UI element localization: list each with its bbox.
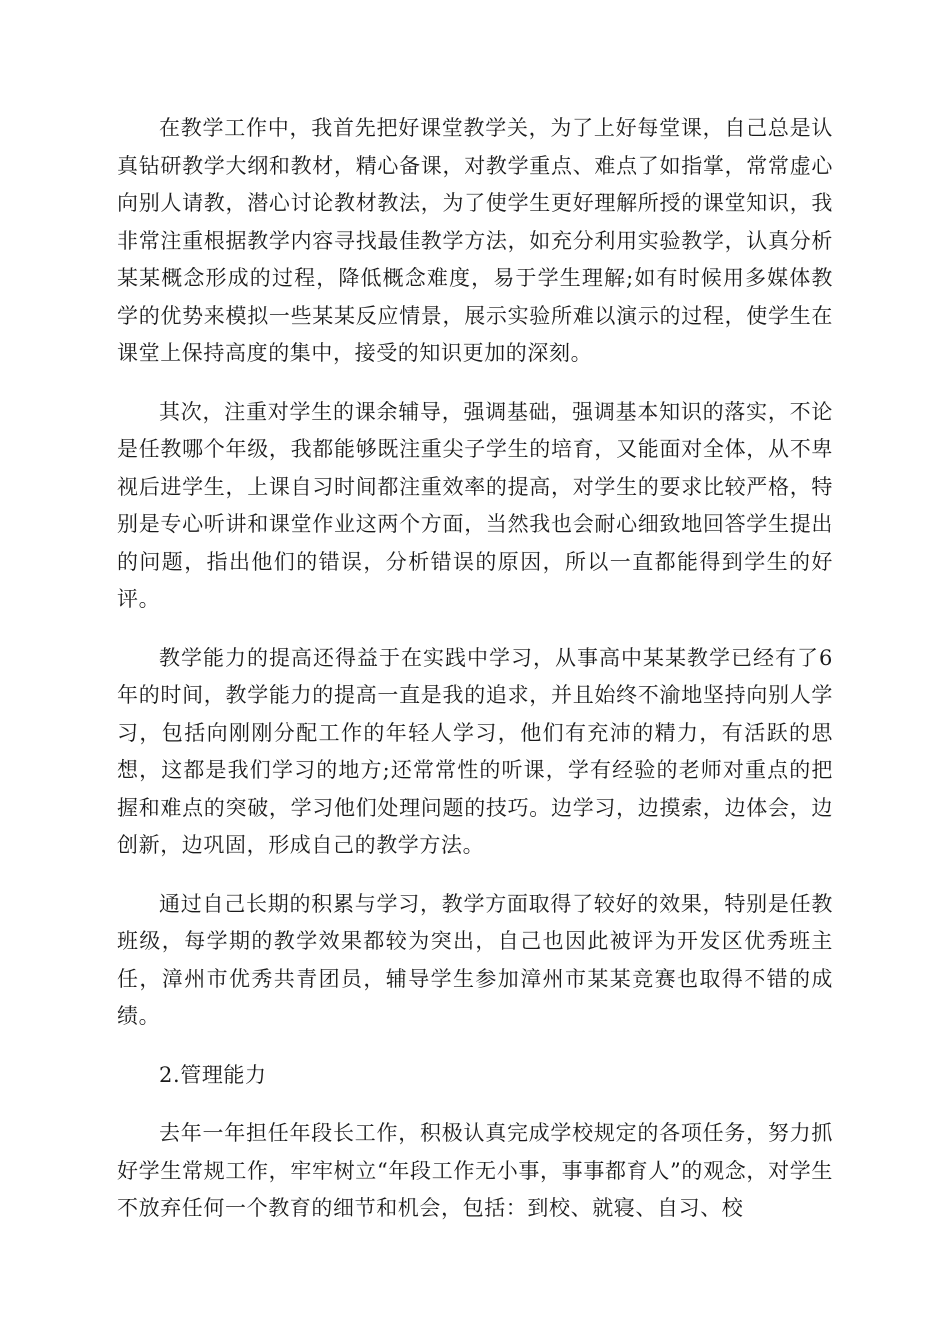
paragraph-achievements: 通过自己长期的积累与学习，教学方面取得了较好的效果，特别是任教班级，每学期的教学效果都较为突出，自己也因此被评为开发区优秀班主任，漳州市优秀共青团员，辅导学生参加漳州市某某竞赛也取得不错的成绩。 xyxy=(117,891,833,1028)
section-heading-management: 2.管理能力 xyxy=(159,1062,267,1087)
paragraph-grade-leader-work: 去年一年担任年段长工作，积极认真完成学校规定的各项任务，努力抓好学生常规工作，牢牢树立“年段工作无小事，事事都育人”的观念，对学生不放弃任何一个教育的细节和机会，包括：到校、就寝、自习、校 xyxy=(117,1121,833,1220)
paragraph-learning-in-practice: 教学能力的提高还得益于在实践中学习，从事高中某某教学已经有了6年的时间，教学能力的提高一直是我的追求，并且始终不渝地坚持向别人学习，包括向刚刚分配工作的年轻人学习，他们有充沛的精力，有活跃的思想，这都是我们学习的地方;还常常性的听课，学有经验的老师对重点的把握和难点的突破，学习他们处理问题的技巧。边学习，边摸索，边体会，边创新，边巩固，形成自己的教学方法。 xyxy=(117,645,833,857)
paragraph-classroom-teaching: 在教学工作中，我首先把好课堂教学关，为了上好每堂课，自己总是认真钻研教学大纲和教材，精心备课，对教学重点、难点了如指掌，常常虚心向别人请教，潜心讨论教材教法，为了使学生更好理解所授的课堂知识，我非常注重根据教学内容寻找最佳教学方法，如充分利用实验教学，认真分析某某概念形成的过程，降低概念难度，易于学生理解;如有时候用多媒体教学的优势来模拟一些某某反应情景，展示实验所难以演示的过程，使学生在课堂上保持高度的集中，接受的知识更加的深刻。 xyxy=(117,116,833,365)
paragraph-extracurricular-tutoring: 其次，注重对学生的课余辅导，强调基础，强调基本知识的落实，不论是任教哪个年级，我都能够既注重尖子学生的培育，又能面对全体，从不卑视后进学生，上课自习时间都注重效率的提高，对学生的要求比较严格，特别是专心听讲和课堂作业这两个方面，当然我也会耐心细致地回答学生提出的问题，指出他们的错误，分析错误的原因，所以一直都能得到学生的好评。 xyxy=(117,399,833,611)
document-body xyxy=(117,110,833,1249)
